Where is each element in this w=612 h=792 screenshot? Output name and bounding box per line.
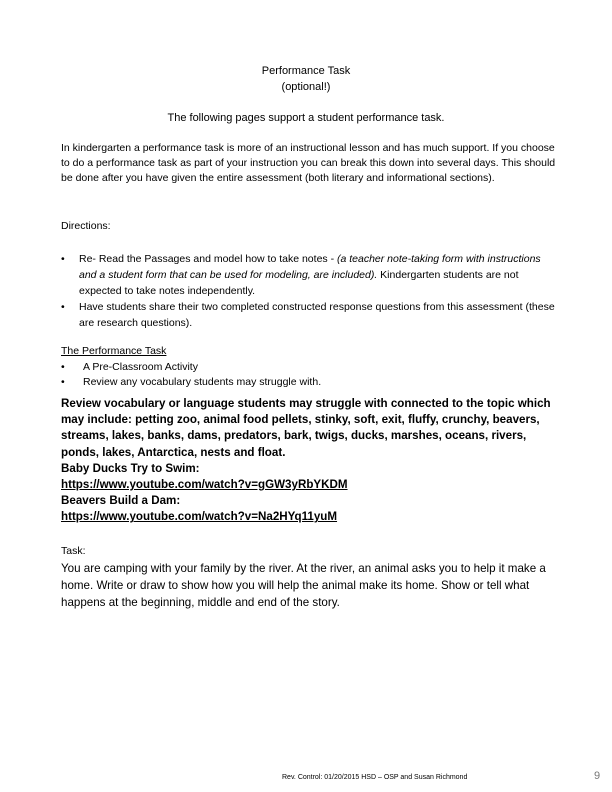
list-item (61, 251, 561, 299)
performance-task-heading: The Performance Task (61, 345, 167, 357)
performance-task-list (61, 360, 321, 390)
direction-text (79, 251, 561, 299)
bullet-icon: • (61, 301, 65, 313)
list-item (61, 360, 321, 375)
video1-title: Baby Ducks Try to Swim: (61, 461, 200, 475)
direction-item1-italic: (a teacher note-taking form with instructions and a student form that can be used for modeling, are included). (79, 253, 541, 281)
vocabulary-block (61, 396, 556, 526)
direction-item2: Have students share their two completed constructed response questions from this assessment (these are research questions). (79, 301, 555, 329)
video2-link[interactable]: https://www.youtube.com/watch?v=Na2HYq11yuM (61, 510, 338, 524)
page-title: Performance Task (261, 65, 351, 77)
bullet-icon: • (61, 253, 65, 265)
direction-item1-text: Re- Read the Passages and model how to take notes - (79, 253, 337, 265)
directions-label: Directions: (61, 220, 111, 232)
directions-list (61, 251, 561, 331)
task-text: You are camping with your family by the river. At the river, an animal asks you to help it make a home. Write or draw to show how you will help the animal make its home. Show or tell what happens at the beginning, middle and end of the story. (61, 562, 546, 609)
pt-item-text: Review any vocabulary students may struggle with. (83, 376, 322, 388)
pt-item-text: A Pre-Classroom Activity (83, 361, 198, 373)
video2-title: Beavers Build a Dam: (61, 494, 181, 508)
video1-link[interactable]: https://www.youtube.com/watch?v=gGW3yRbYKDM (61, 478, 348, 492)
kindergarten-paragraph (61, 141, 561, 187)
vocabulary-text: Review vocabulary or language students may struggle with connected to the topic which may include: petting zoo, animal food pellets, stinky, soft, exit, fluffy, crunchy, beavers, streams, lakes, banks, dams, predators, bark, twigs, ducks, marshes, oceans, rivers, ponds, lakes, Antarctica, nests and float. (61, 397, 551, 459)
page-number: 9 (594, 770, 601, 782)
list-item (61, 375, 321, 390)
list-item (61, 299, 561, 331)
kindergarten-emphasis: after (101, 172, 123, 185)
bullet-icon: • (61, 361, 65, 373)
kindergarten-text-2: you have given the entire assessment (both literary and informational sections). (122, 172, 495, 185)
kindergarten-text-1: In kindergarten a performance task is more of an instructional lesson and has much support. If you choose to do a performance task as part of your instruction you can break this down into several days. This should be done (61, 142, 556, 185)
page-subtitle: (optional!) (281, 81, 331, 93)
task-label: Task: (61, 545, 86, 557)
direction-item1-tail: Kindergarten students are not expected to take notes independently. (79, 269, 519, 297)
footer-text: Rev. Control: 01/20/2015 HSD – OSP and Susan Richmond (282, 774, 468, 781)
intro-line: The following pages support a student performance task. (167, 112, 445, 124)
bullet-icon: • (61, 376, 65, 388)
